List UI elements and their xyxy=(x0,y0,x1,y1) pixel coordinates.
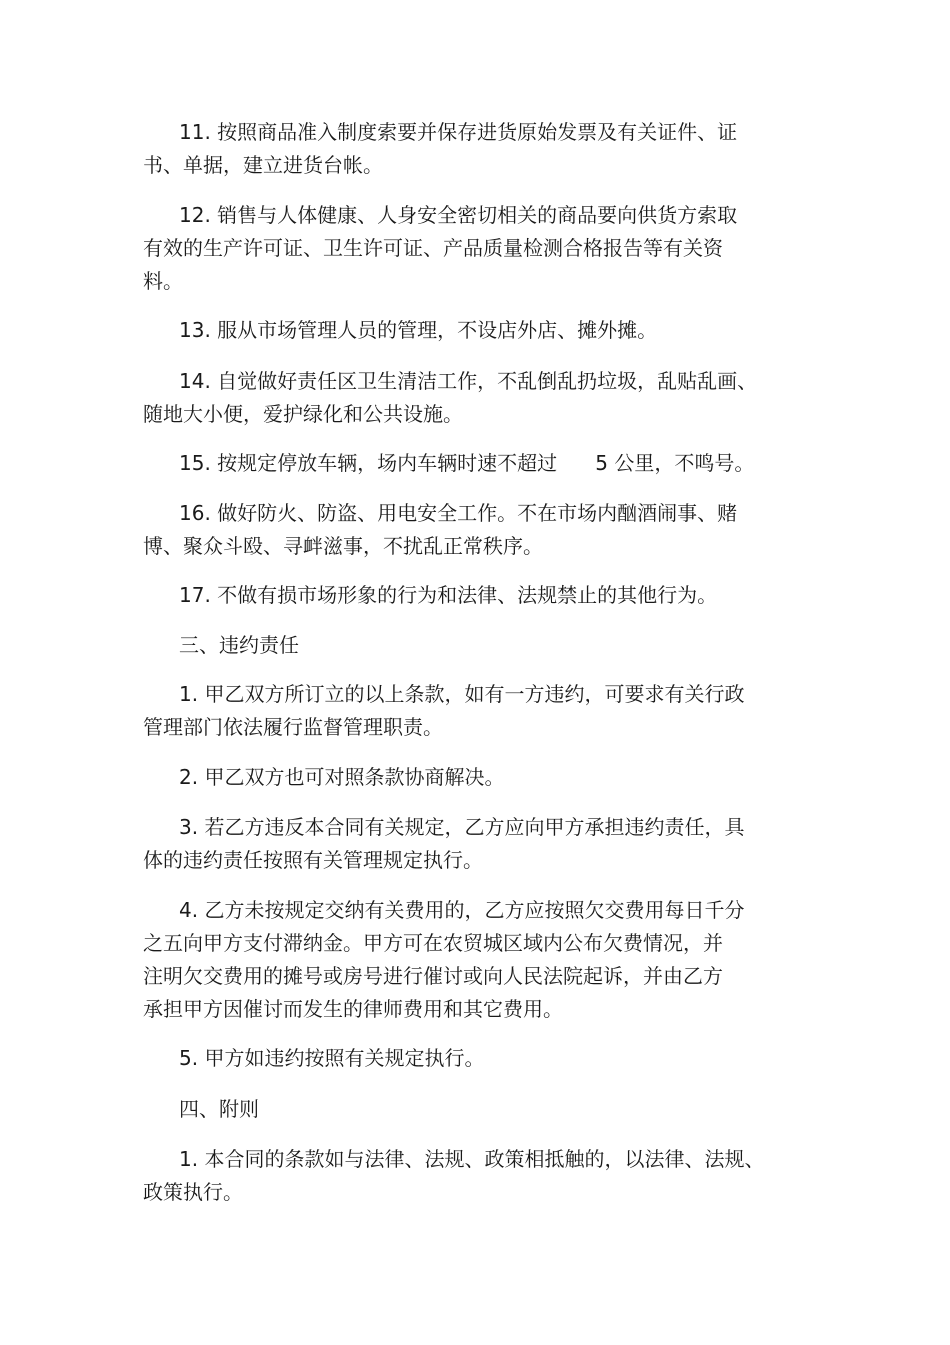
appendix-clause-1-line-2: 政策执行。 xyxy=(143,1180,243,1204)
section-heading-appendix-text: 四、附则 xyxy=(179,1097,259,1121)
breach-clause-4-line-3: 注明欠交费用的摊号或房号进行催讨或向人民法院起诉，并由乙方 xyxy=(143,964,723,988)
clause-16-line-2: 博、聚众斗殴、寻衅滋事，不扰乱正常秩序。 xyxy=(143,534,543,558)
breach-clause-4-line-2: 之五向甲方支付滞纳金。甲方可在农贸城区域内公布欠费情况，并 xyxy=(143,931,723,955)
clause-13-line-1: 13. 服从市场管理人员的管理，不设店外店、摊外摊。 xyxy=(179,318,658,342)
clause-14 xyxy=(143,365,783,431)
clause-16-line-1: 16. 做好防火、防盗、用电安全工作。不在市场内酗酒闹事、赌 xyxy=(179,501,738,525)
clause-17-line-1: 17. 不做有损市场形象的行为和法律、法规禁止的其他行为。 xyxy=(179,583,718,607)
breach-clause-5 xyxy=(143,1042,783,1075)
clause-17 xyxy=(143,579,783,612)
appendix-clause-1-line-1: 1. 本合同的条款如与法律、法规、政策相抵触的，以法律、法规、 xyxy=(179,1147,765,1171)
clause-11-line-1: 11. 按照商品准入制度索要并保存进货原始发票及有关证件、证 xyxy=(179,120,738,144)
breach-clause-3-line-2: 体的违约责任按照有关管理规定执行。 xyxy=(143,848,483,872)
clause-15 xyxy=(143,447,783,480)
section-heading-breach-text: 三、违约责任 xyxy=(179,633,299,657)
clause-15-line-1: 15. 按规定停放车辆，场内车辆时速不超过 5 公里，不鸣号。 xyxy=(179,451,755,475)
breach-clause-3 xyxy=(143,811,783,877)
breach-clause-2-line-1: 2. 甲乙双方也可对照条款协商解决。 xyxy=(179,765,505,789)
clause-14-line-2: 随地大小便，爱护绿化和公共设施。 xyxy=(143,402,463,426)
breach-clause-1-line-2: 管理部门依法履行监督管理职责。 xyxy=(143,715,443,739)
breach-clause-4-line-1: 4. 乙方未按规定交纳有关费用的，乙方应按照欠交费用每日千分 xyxy=(179,898,745,922)
clause-12-line-1: 12. 销售与人体健康、人身安全密切相关的商品要向供货方索取 xyxy=(179,203,738,227)
breach-clause-1 xyxy=(143,678,783,744)
clause-16 xyxy=(143,497,783,563)
clause-14-line-1: 14. 自觉做好责任区卫生清洁工作，不乱倒乱扔垃圾，乱贴乱画、 xyxy=(179,369,758,393)
breach-clause-1-line-1: 1. 甲乙双方所订立的以上条款，如有一方违约，可要求有关行政 xyxy=(179,682,745,706)
clause-12 xyxy=(143,199,783,298)
clause-13 xyxy=(143,314,783,347)
section-heading-breach xyxy=(143,629,783,662)
breach-clause-3-line-1: 3. 若乙方违反本合同有关规定，乙方应向甲方承担违约责任，具 xyxy=(179,815,745,839)
clause-12-line-2: 有效的生产许可证、卫生许可证、产品质量检测合格报告等有关资 xyxy=(143,236,723,260)
appendix-clause-1 xyxy=(143,1143,783,1209)
breach-clause-4 xyxy=(143,894,783,1026)
clause-11 xyxy=(143,116,783,182)
clause-11-line-2: 书、单据，建立进货台帐。 xyxy=(143,153,383,177)
breach-clause-2 xyxy=(143,761,783,794)
clause-12-line-3: 料。 xyxy=(143,269,183,293)
breach-clause-4-line-4: 承担甲方因催讨而发生的律师费用和其它费用。 xyxy=(143,997,563,1021)
section-heading-appendix xyxy=(143,1093,783,1126)
breach-clause-5-line-1: 5. 甲方如违约按照有关规定执行。 xyxy=(179,1046,485,1070)
